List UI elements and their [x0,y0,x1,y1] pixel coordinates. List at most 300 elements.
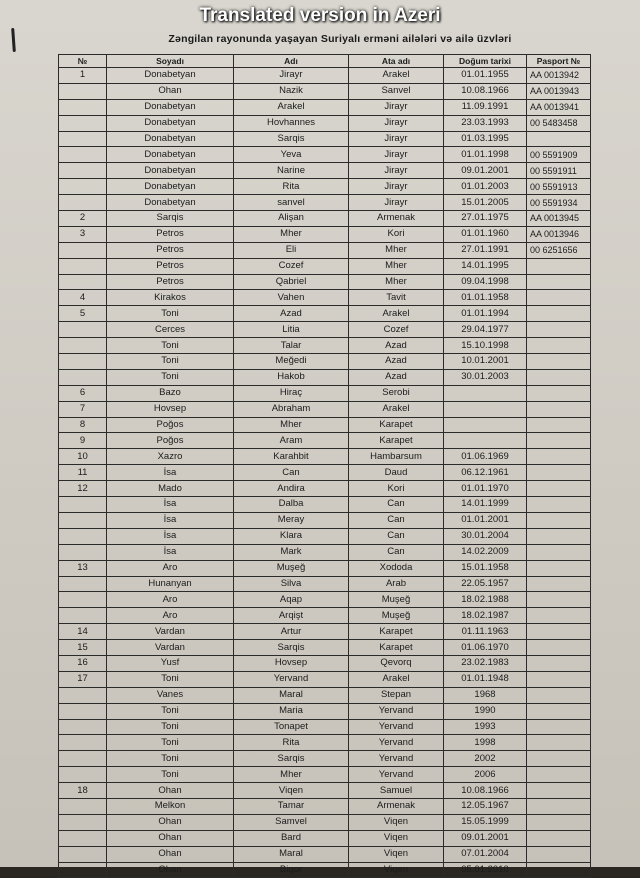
table-row [59,226,591,242]
cell-surname: Aro [107,560,234,576]
cell-passport: AA 0013943 [527,83,591,99]
cell-birth-date: 14.02.2009 [444,544,527,560]
cell-name: Vahen [234,290,349,306]
cell-number: 13 [59,560,107,576]
cell-father-name: Viqen [349,814,444,830]
cell-birth-date: 1998 [444,735,527,751]
cell-father-name: Jirayr [349,115,444,131]
cell-name: Arakel [234,99,349,115]
cell-name: Cozef [234,258,349,274]
table-row [59,211,591,227]
cell-name: Azad [234,306,349,322]
cell-passport [527,735,591,751]
table-row [59,258,591,274]
cell-father-name: Stepan [349,687,444,703]
table-row [59,131,591,147]
cell-birth-date: 01.01.1994 [444,306,527,322]
cell-number: 17 [59,671,107,687]
table-row [59,862,591,878]
cell-surname: Poğos [107,433,234,449]
cell-surname: Ohan [107,814,234,830]
cell-number [59,512,107,528]
cell-passport [527,703,591,719]
cell-surname: Donabetyan [107,115,234,131]
cell-passport [527,544,591,560]
cell-name: Artur [234,624,349,640]
cell-number: 18 [59,783,107,799]
cell-father-name: Arakel [349,306,444,322]
cell-number [59,115,107,131]
cell-birth-date [444,401,527,417]
residents-table [58,54,591,878]
cell-name: Sarqis [234,640,349,656]
cell-birth-date: 10.08.1966 [444,83,527,99]
table-row [59,814,591,830]
cell-father-name: Muşeğ [349,592,444,608]
cell-name: Rita [234,179,349,195]
cell-name: Meğedi [234,354,349,370]
table-row [59,195,591,211]
cell-birth-date: 23.02.1983 [444,655,527,671]
cell-father-name: Daud [349,465,444,481]
cell-number: 1 [59,68,107,84]
cell-passport [527,274,591,290]
cell-surname: Donabetyan [107,68,234,84]
cell-surname: Petros [107,226,234,242]
cell-father-name: Viqen [349,830,444,846]
cell-father-name: Karapet [349,417,444,433]
header-name: Adı [234,55,349,68]
cell-surname: Toni [107,751,234,767]
cell-father-name: Mher [349,274,444,290]
cell-surname: İsa [107,497,234,513]
cell-name: Viqen [234,783,349,799]
cell-number [59,528,107,544]
cell-birth-date: 14.01.1995 [444,258,527,274]
cell-name: Can [234,465,349,481]
cell-birth-date: 07.01.2004 [444,846,527,862]
cell-number: 15 [59,640,107,656]
cell-passport: 00 5591934 [527,195,591,211]
cell-passport [527,846,591,862]
table-row [59,163,591,179]
cell-surname: Donabetyan [107,147,234,163]
cell-name: Meray [234,512,349,528]
table-row [59,592,591,608]
cell-surname: Donabetyan [107,99,234,115]
table-row [59,433,591,449]
cell-birth-date: 30.01.2003 [444,369,527,385]
cell-passport: AA 0013941 [527,99,591,115]
cell-surname: Sarqis [107,211,234,227]
cell-passport [527,862,591,878]
cell-father-name: Mher [349,258,444,274]
cell-name: Alişan [234,211,349,227]
cell-birth-date [444,385,527,401]
cell-father-name: Can [349,512,444,528]
cell-passport [527,719,591,735]
cell-passport: AA 0013942 [527,68,591,84]
cell-passport [527,655,591,671]
cell-birth-date: 01.01.1998 [444,147,527,163]
cell-birth-date: 09.04.1998 [444,274,527,290]
cell-passport [527,322,591,338]
cell-birth-date: 27.01.1991 [444,242,527,258]
cell-father-name: Can [349,528,444,544]
cell-passport [527,592,591,608]
cell-surname: Hunanyan [107,576,234,592]
cell-birth-date: 11.09.1991 [444,99,527,115]
table-row [59,830,591,846]
table-row [59,147,591,163]
cell-name: Muşeğ [234,560,349,576]
cell-passport [527,465,591,481]
table-row [59,449,591,465]
table-header-row [59,55,591,68]
cell-father-name: Can [349,497,444,513]
cell-surname: Toni [107,719,234,735]
table-row [59,671,591,687]
cell-surname: Toni [107,767,234,783]
cell-name: sanvel [234,195,349,211]
cell-number [59,338,107,354]
cell-number [59,687,107,703]
cell-birth-date: 1990 [444,703,527,719]
cell-surname: Toni [107,338,234,354]
cell-name: Hovhannes [234,115,349,131]
cell-number: 2 [59,211,107,227]
cell-father-name: Xododa [349,560,444,576]
table-row [59,354,591,370]
cell-father-name: Jirayr [349,179,444,195]
cell-birth-date: 01.01.1948 [444,671,527,687]
cell-birth-date: 01.06.1970 [444,640,527,656]
cell-name: Andira [234,481,349,497]
table-row [59,624,591,640]
cell-passport [527,830,591,846]
cell-number: 10 [59,449,107,465]
cell-birth-date: 18.02.1987 [444,608,527,624]
cell-number [59,862,107,878]
cell-passport [527,306,591,322]
table-row [59,322,591,338]
cell-birth-date: 05.01.2010 [444,862,527,878]
table-row [59,68,591,84]
table-row [59,369,591,385]
cell-birth-date: 01.01.1960 [444,226,527,242]
cell-father-name: Arakel [349,68,444,84]
cell-passport [527,576,591,592]
cell-name: Nazik [234,83,349,99]
cell-father-name: Viqen [349,846,444,862]
cell-name: Narine [234,163,349,179]
cell-name: Talar [234,338,349,354]
cell-number [59,99,107,115]
cell-name: Tamar [234,798,349,814]
cell-father-name: Jirayr [349,195,444,211]
table-body [59,68,591,878]
cell-birth-date: 29.04.1977 [444,322,527,338]
table-row [59,767,591,783]
cell-name: Aram [234,433,349,449]
table-row [59,242,591,258]
cell-surname: Vanes [107,687,234,703]
cell-father-name: Azad [349,369,444,385]
table-row [59,417,591,433]
cell-number [59,322,107,338]
cell-passport [527,512,591,528]
cell-surname: Cerces [107,322,234,338]
cell-father-name: Karapet [349,433,444,449]
header-number: № [59,55,107,68]
cell-father-name: Serobi [349,385,444,401]
cell-number [59,592,107,608]
cell-number [59,179,107,195]
cell-father-name: Kori [349,226,444,242]
header-passport: Pasport № [527,55,591,68]
cell-number [59,735,107,751]
table-row [59,687,591,703]
cell-passport: 00 5483458 [527,115,591,131]
cell-number: 7 [59,401,107,417]
cell-father-name: Yervand [349,751,444,767]
cell-father-name: Muşeğ [349,608,444,624]
cell-surname: Bazo [107,385,234,401]
cell-number [59,195,107,211]
pen-mark [11,28,16,52]
cell-number [59,846,107,862]
table-row [59,481,591,497]
cell-name: Yeva [234,147,349,163]
table-row [59,655,591,671]
cell-surname: Toni [107,354,234,370]
cell-father-name: Samuel [349,783,444,799]
table-row [59,512,591,528]
cell-surname: Donabetyan [107,163,234,179]
cell-father-name: Yervand [349,767,444,783]
cell-number: 3 [59,226,107,242]
cell-birth-date: 01.01.2003 [444,179,527,195]
cell-birth-date: 01.01.1958 [444,290,527,306]
table-row [59,703,591,719]
cell-birth-date: 01.06.1969 [444,449,527,465]
cell-birth-date [444,417,527,433]
cell-name: Bard [234,830,349,846]
cell-number [59,258,107,274]
cell-birth-date: 30.01.2004 [444,528,527,544]
table-row [59,608,591,624]
cell-father-name: Azad [349,354,444,370]
cell-father-name: Jirayr [349,131,444,147]
cell-name: Rita [234,735,349,751]
cell-number [59,163,107,179]
cell-father-name: Armenak [349,798,444,814]
cell-passport [527,798,591,814]
cell-number [59,369,107,385]
table-row [59,528,591,544]
cell-name: Karahbit [234,449,349,465]
cell-passport [527,131,591,147]
cell-name: Qabriel [234,274,349,290]
cell-name: Litia [234,322,349,338]
cell-surname: Toni [107,671,234,687]
cell-birth-date: 18.02.1988 [444,592,527,608]
cell-passport [527,783,591,799]
cell-birth-date: 23.03.1993 [444,115,527,131]
cell-name: Samvel [234,814,349,830]
cell-name: Aqap [234,592,349,608]
cell-father-name: Karapet [349,640,444,656]
cell-father-name: Jirayr [349,147,444,163]
cell-father-name: Tavit [349,290,444,306]
cell-father-name: Viqen [349,862,444,878]
cell-birth-date: 01.01.1970 [444,481,527,497]
cell-number [59,131,107,147]
table-row [59,783,591,799]
cell-surname: İsa [107,544,234,560]
cell-number: 12 [59,481,107,497]
cell-father-name: Cozef [349,322,444,338]
table-row [59,719,591,735]
cell-surname: Toni [107,703,234,719]
cell-name: Mher [234,767,349,783]
cell-surname: Ohan [107,83,234,99]
cell-name: Arqişt [234,608,349,624]
table-row [59,115,591,131]
cell-birth-date: 22.05.1957 [444,576,527,592]
cell-name: Tonapet [234,719,349,735]
cell-birth-date: 10.08.1966 [444,783,527,799]
cell-birth-date: 15.01.2005 [444,195,527,211]
cell-father-name: Yervand [349,719,444,735]
cell-father-name: Sanvel [349,83,444,99]
cell-birth-date: 09.01.2001 [444,163,527,179]
cell-surname: İsa [107,512,234,528]
cell-birth-date: 06.12.1961 [444,465,527,481]
cell-surname: Petros [107,242,234,258]
table-row [59,465,591,481]
cell-passport [527,481,591,497]
table-row [59,290,591,306]
cell-passport [527,433,591,449]
cell-passport: 00 5591909 [527,147,591,163]
table-row [59,497,591,513]
cell-number: 9 [59,433,107,449]
cell-number [59,147,107,163]
cell-number [59,83,107,99]
table-row [59,735,591,751]
table-row [59,751,591,767]
cell-number [59,576,107,592]
cell-birth-date: 15.05.1999 [444,814,527,830]
cell-birth-date: 1968 [444,687,527,703]
table-row [59,179,591,195]
cell-surname: Mado [107,481,234,497]
cell-passport [527,560,591,576]
cell-name: Hovsep [234,655,349,671]
cell-surname: Ohan [107,783,234,799]
table-row [59,306,591,322]
cell-father-name: Qevorq [349,655,444,671]
cell-passport [527,417,591,433]
cell-father-name: Jirayr [349,99,444,115]
cell-number [59,830,107,846]
cell-name: Dalba [234,497,349,513]
table-row [59,798,591,814]
cell-passport [527,528,591,544]
cell-father-name: Arakel [349,671,444,687]
table-row [59,560,591,576]
cell-passport [527,449,591,465]
cell-father-name: Arab [349,576,444,592]
cell-birth-date: 12.05.1967 [444,798,527,814]
cell-passport [527,624,591,640]
cell-surname: Kirakos [107,290,234,306]
cell-number [59,767,107,783]
cell-father-name: Jirayr [349,163,444,179]
cell-number [59,719,107,735]
cell-surname: Toni [107,369,234,385]
cell-number [59,703,107,719]
cell-passport [527,751,591,767]
cell-surname: Yusf [107,655,234,671]
cell-father-name: Hambarsum [349,449,444,465]
cell-father-name: Azad [349,338,444,354]
table-row [59,83,591,99]
cell-surname: Ohan [107,830,234,846]
table-row [59,640,591,656]
cell-number: 11 [59,465,107,481]
cell-number [59,608,107,624]
cell-father-name: Karapet [349,624,444,640]
cell-surname: Melkon [107,798,234,814]
residents-table-container [58,54,590,878]
cell-birth-date: 10.01.2001 [444,354,527,370]
cell-passport [527,385,591,401]
cell-name: Klara [234,528,349,544]
cell-birth-date: 01.03.1995 [444,131,527,147]
cell-number [59,814,107,830]
cell-birth-date: 1993 [444,719,527,735]
cell-passport [527,338,591,354]
cell-name: Maria [234,703,349,719]
table-row [59,338,591,354]
cell-surname: Ohan [107,846,234,862]
cell-surname: Donabetyan [107,179,234,195]
cell-passport [527,671,591,687]
cell-number [59,242,107,258]
cell-surname: Hovsep [107,401,234,417]
cell-passport [527,814,591,830]
cell-name: Hiraç [234,385,349,401]
cell-surname: Vardan [107,624,234,640]
cell-name: Sarqis [234,131,349,147]
cell-name: Jirayr [234,68,349,84]
cell-surname: Aro [107,592,234,608]
cell-number [59,497,107,513]
cell-number [59,274,107,290]
cell-father-name: Kori [349,481,444,497]
table-row [59,385,591,401]
cell-number [59,544,107,560]
cell-number [59,751,107,767]
cell-number [59,798,107,814]
cell-passport [527,687,591,703]
cell-passport [527,369,591,385]
cell-passport: 00 5591913 [527,179,591,195]
cell-number: 14 [59,624,107,640]
header-birth-date: Doğum tarixi [444,55,527,68]
